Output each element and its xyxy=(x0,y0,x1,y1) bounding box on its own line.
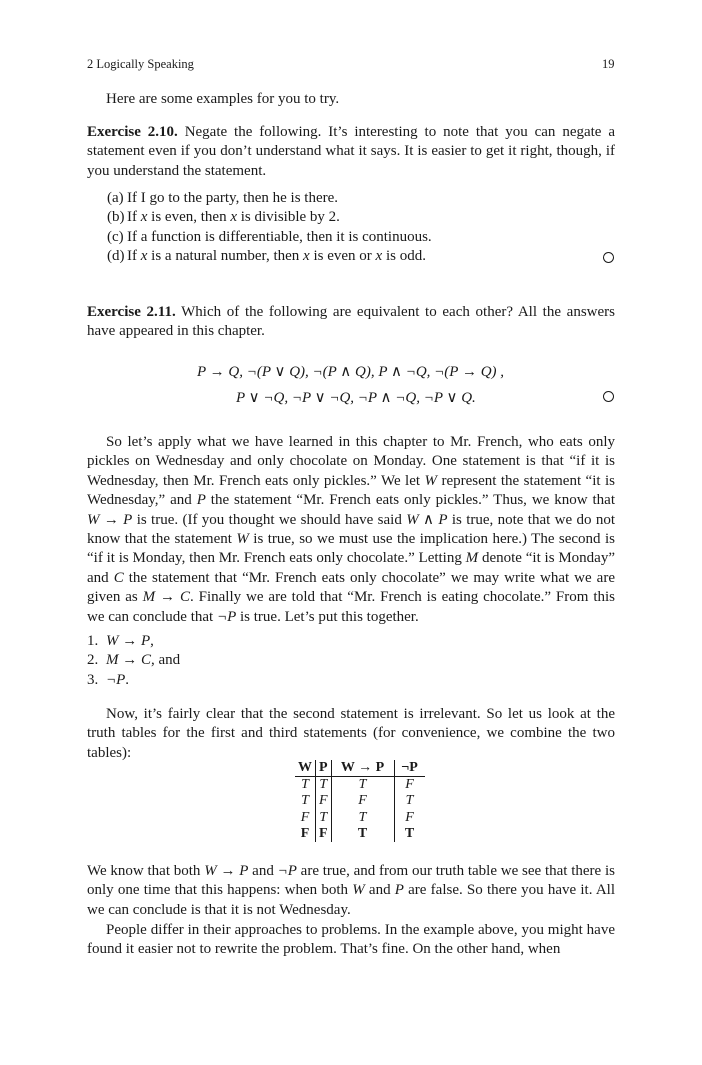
page-number: 19 xyxy=(602,57,615,71)
table-row: T F F T xyxy=(295,793,425,809)
column-header: ¬P xyxy=(394,760,425,777)
french-paragraph: So let’s apply what we have learned in this chapter to Mr. French, who eats only pickles on Wednesday and only chocolate on Monday. One statement is that “if it is Wednesday, then Mr. French eats only pickles.” We let W represent the statement “it is Wednesday,” and P the statement “Mr. French eats only pickles.” Thus, we know that W → P is true. (If you thought we should have said W ∧ P is true, note that we do not know that the statement W is true, so we must use the implication here.) The second is “if it is Monday, then Mr. French eats only chocolate.” Letting M denote “it is Monday” and C the statement that “Mr. French eats only chocolate” we may write what we are given as M → C. Finally we are told that “Mr. French is eating chocolate.” From this we can conclude that ¬P is true. Let’s put this together. xyxy=(87,434,616,625)
formula-line-2: P ∨ ¬Q, ¬P ∨ ¬Q, ¬P ∧ ¬Q, ¬P ∨ Q. xyxy=(236,390,476,406)
list-item: (d) If x is a natural number, then x is even or x is odd. xyxy=(107,248,426,265)
exercise-2-10 xyxy=(87,123,615,181)
numbered-statements xyxy=(87,632,180,690)
end-of-exercise-circle-icon xyxy=(603,252,614,263)
people-paragraph: People differ in their approaches to problems. In the example above, you might have found it easier not to rewrite the problem. That’s fine. On the other hand, when xyxy=(87,922,615,958)
truth-table xyxy=(295,760,425,842)
exercise-2-11 xyxy=(87,303,615,342)
list-item: (c) If a function is differentiable, then it is continuous. xyxy=(107,228,432,245)
column-header: W xyxy=(295,760,316,777)
table-row-highlighted: F F T T xyxy=(295,826,425,842)
exercise-2-10-label: Exercise 2.10. xyxy=(87,124,178,140)
running-header-chapter: 2 Logically Speaking xyxy=(87,57,194,71)
formula-line-1: P → Q, ¬(P ∨ Q), ¬(P ∧ Q), P ∧ ¬Q, ¬(P → Q) , xyxy=(197,364,505,380)
intro-paragraph: Here are some examples for you to try. xyxy=(106,91,340,107)
list-item: 1. W → P , xyxy=(87,633,154,649)
now-paragraph: Now, it’s fairly clear that the second statement is irrelevant. So let us look at the truth tables for the first and third statements (for convenience, we combine the two tables): xyxy=(87,706,615,761)
end-of-exercise-circle-icon xyxy=(603,391,614,402)
column-header: P xyxy=(316,760,332,777)
conclusion-paragraph: We know that both W → P and ¬P are true, and from our truth table we see that there is only one time that this happens: when both W and P are false. So there you have it. All we can conclude is that it is not Wednesday. xyxy=(87,863,615,918)
list-item: (b) If x is even, then x is divisible by 2. xyxy=(107,209,340,226)
table-header-row xyxy=(295,760,425,777)
list-item: 2. M → C , and xyxy=(87,652,181,669)
list-item: (a) If I go to the party, then he is there. xyxy=(107,190,339,206)
column-header: W → P xyxy=(331,760,394,777)
exercise-2-10-items xyxy=(107,189,432,267)
exercise-2-11-label: Exercise 2.11. xyxy=(87,304,176,320)
list-item: 3. ¬P . xyxy=(87,671,130,688)
exercise-2-11-text: Which of the following are equivalent to each other? All the answers have appeared in this chapter. xyxy=(87,304,615,340)
table-row: T T T F xyxy=(295,777,425,794)
exercise-2-10-text: Negate the following. It’s interesting to note that you can negate a statement even if you don’t understand what it says. It is easier to get it right, though, if you understand the statement. xyxy=(87,124,616,179)
table-row: F T T F xyxy=(295,810,425,826)
